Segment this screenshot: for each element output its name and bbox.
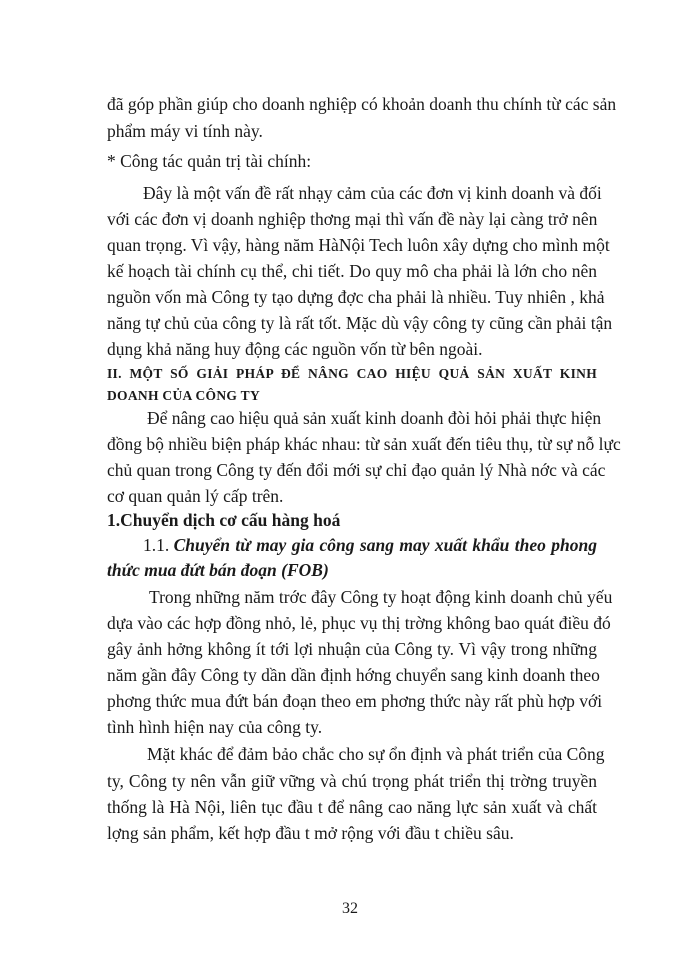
body-line: kế hoạch tài chính cụ thể, chi tiết. Do quy mô cha phải là lớn cho nên <box>107 261 597 281</box>
body-line: Mặt khác để đảm bảo chắc cho sự ổn định và phát triển của Công <box>147 744 605 764</box>
body-line: tình hình hiện nay của công ty. <box>107 717 323 737</box>
section-heading: II. MỘT SỐ GIẢI PHÁP ĐỂ NÂNG CAO HIỆU QUẢ SẢN XUẤT KINH <box>107 366 597 381</box>
body-line: dựa vào các hợp đồng nhỏ, lẻ, phục vụ thị trờng không bao quát điều đó <box>107 613 611 633</box>
body-line: chủ quan trong Công ty đến đổi mới sự chỉ đạo quản lý Nhà nớc và các <box>107 460 606 480</box>
body-line: gây ảnh hởng không ít tới lợi nhuận của Công ty. Vì vậy trong những <box>107 639 597 659</box>
subsubsection-heading <box>143 534 597 556</box>
body-line: nguồn vốn mà Công ty tạo dựng đợc cha phải là nhiều. Tuy nhiên , khả <box>107 287 605 307</box>
body-line: đồng bộ nhiều biện pháp khác nhau: từ sản xuất đến tiêu thụ, từ sự nỗ lực <box>107 434 621 454</box>
subsubsection-title-cont: thức mua đứt bán đoạn (FOB) <box>107 560 329 580</box>
body-line: phẩm máy vi tính này. <box>107 121 263 141</box>
body-line: ty, Công ty nên vẫn giữ vững và chú trọng phát triển thị trờng truyền <box>107 771 597 791</box>
body-line: với các đơn vị doanh nghiệp thơng mại thì vấn đề này lại càng trở nên <box>107 209 598 229</box>
section-heading: DOANH CỦA CÔNG TY <box>107 388 260 403</box>
body-line: phơng thức mua đứt bán đoạn theo em phơng thức này rất phù hợp với <box>107 691 603 711</box>
body-line: dụng khả năng huy động các nguồn vốn từ bên ngoài. <box>107 339 483 359</box>
body-line: năm gần đây Công ty dần dần định hớng chuyển sang kinh doanh theo <box>107 665 600 685</box>
body-line: Để nâng cao hiệu quả sản xuất kinh doanh đòi hỏi phải thực hiện <box>147 408 602 428</box>
section-bullet-heading: * Công tác quản trị tài chính: <box>107 151 312 171</box>
body-line: đã góp phần giúp cho doanh nghiệp có khoản doanh thu chính từ các sản <box>107 94 617 114</box>
body-line: năng tự chủ của công ty là rất tốt. Mặc dù vậy công ty cũng cần phải tận <box>107 313 613 333</box>
body-line: Trong những năm trớc đây Công ty hoạt động kinh doanh chủ yếu <box>149 587 613 607</box>
body-line: cơ quan quản lý cấp trên. <box>107 486 284 506</box>
body-line: thống là Hà Nội, liên tục đầu t để nâng cao năng lực sản xuất và chất <box>107 797 597 817</box>
body-line: Đây là một vấn đề rất nhạy cảm của các đơn vị kinh doanh và đối <box>143 183 602 203</box>
body-line: lợng sản phẩm, kết hợp đầu t mở rộng với đầu t chiều sâu. <box>107 823 514 843</box>
subsubsection-number: 1.1. <box>143 535 174 555</box>
subsubsection-title: Chuyển từ may gia công sang may xuất khẩu theo phong <box>173 535 597 555</box>
subsection-heading: 1.Chuyển dịch cơ cấu hàng hoá <box>107 510 341 530</box>
body-line: quan trọng. Vì vậy, hàng năm HàNội Tech luôn xây dựng cho mình một <box>107 235 610 255</box>
page-number: 32 <box>342 900 358 917</box>
